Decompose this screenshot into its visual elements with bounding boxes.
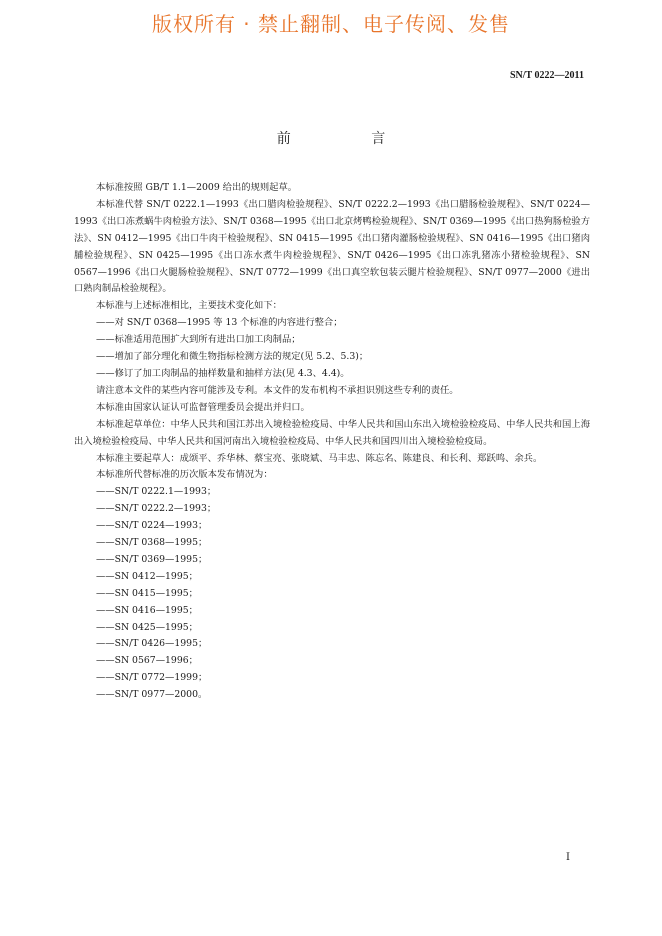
change-item: ——对 SN/T 0368—1995 等 13 个标准的内容进行整合； <box>96 317 343 329</box>
history-item: ——SN 0415—1995； <box>96 587 198 599</box>
paragraph-drafters: 本标准主要起草人：成颂平、乔华林、蔡宝亮、张晓斌、马丰忠、陈忘名、陈建良、和长利、郑跃鸣、余兵。 <box>96 452 543 464</box>
history-item: ——SN/T 0222.1—1993； <box>96 486 217 498</box>
history-item: ——SN/T 0224—1993； <box>96 520 208 532</box>
copyright-banner: 版权所有 · 禁止翻制、电子传阅、发售 <box>151 12 511 36</box>
history-item: ——SN 0567—1996； <box>96 655 198 667</box>
foreword-body <box>74 180 590 704</box>
history-item: ——SN/T 0772—1999； <box>96 672 208 684</box>
history-item: ——SN/T 0426—1995； <box>96 638 208 650</box>
paragraph-changes-intro: 本标准与上述标准相比，主要技术变化如下： <box>96 300 282 312</box>
history-item: ——SN/T 0222.2—1993； <box>96 503 217 515</box>
paragraph-proposer: 本标准由国家认证认可监督管理委员会提出并归口。 <box>96 401 310 413</box>
history-item: ——SN/T 0368—1995； <box>96 537 208 549</box>
paragraph-drafting-units: 本标准起草单位：中华人民共和国江苏出入境检验检疫局、中华人民共和国山东出入境检验检疫局、中华人民共和国上海出入境检验检疫局、中华人民共和国河南出入境检验检疫局、中华人民共和国四川出入境检验检疫局。 <box>74 418 590 447</box>
history-item: ——SN/T 0977—2000。 <box>96 689 208 701</box>
paragraph-patent-notice: 请注意本文件的某些内容可能涉及专利。本文件的发布机构不承担识别这些专利的责任。 <box>96 384 459 396</box>
history-item: ——SN/T 0369—1995； <box>96 553 208 565</box>
paragraph-history-intro: 本标准所代替标准的历次版本发布情况为： <box>96 469 273 481</box>
paragraph-drafting-rules: 本标准按照 GB/T 1.1—2009 给出的规则起草。 <box>96 182 298 193</box>
document-number: SN/T 0222—2011 <box>510 70 584 81</box>
page-title: 前 言 <box>276 131 424 147</box>
change-item: ——标准适用范围扩大到所有进出口加工肉制品； <box>96 334 301 346</box>
history-item: ——SN 0425—1995； <box>96 621 198 633</box>
change-item: ——修订了加工肉制品的抽样数量和抽样方法(见 4.3、4.4)。 <box>96 367 350 379</box>
history-item: ——SN 0416—1995； <box>96 604 198 616</box>
history-item: ——SN 0412—1995； <box>96 570 198 582</box>
page-number: I <box>566 852 570 863</box>
change-item: ——增加了部分理化和微生物指标检测方法的规定(见 5.2、5.3)； <box>96 351 369 363</box>
paragraph-replaced-standards: 本标准代替 SN/T 0222.1—1993《出口腊肉检验规程》、SN/T 0222.2—1993《出口腊肠检验规程》、SN/T 0224—1993《出口冻煮蜗牛肉检验方法》、SN/T 0368—1995《出口北京烤鸭检验规程》、SN/T 0369—1995《出口热狗肠检验方法》、SN 0412—1995《出口牛肉干检验规程》、SN 0415—1995《出口猪肉灌肠检验规程》、SN 0416—1995《出口猪肉脯检验规程》、SN 0425—1995《出口冻水煮牛肉检验规程》、SN/T 0426—1995《出口冻乳猪冻小猪检验规程》、SN 0567—1996《出口火腿肠检验规程》、SN/T 0772—1999《出口真空软包装云腿片检验规程》、SN/T 0977—2000《进出口熟肉制品检验规程》。 <box>74 198 590 295</box>
